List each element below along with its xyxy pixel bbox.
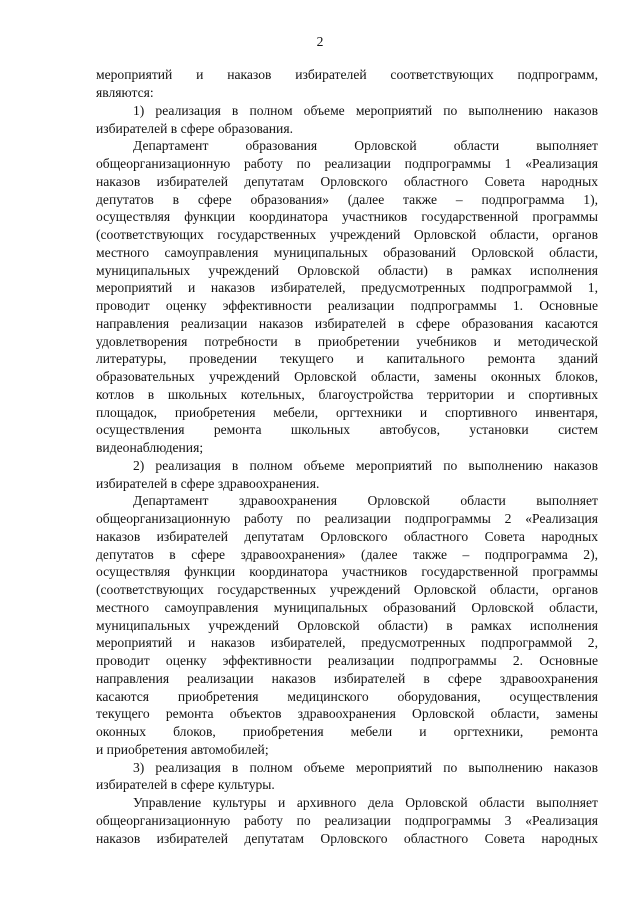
text-line: осуществляя функции координатора участников государственной программы bbox=[96, 564, 598, 579]
text-line: оконных блоков, приобретения мебели и оргтехники, ремонта bbox=[96, 724, 598, 739]
text-line: Департамент здравоохранения Орловской области выполняет bbox=[133, 493, 598, 508]
text-line: площадок, приобретения мебели, оргтехники и спортивного инвентаря, bbox=[96, 405, 598, 420]
text-line: удовлетворения потребности в приобретении учебников и методической bbox=[96, 334, 598, 349]
text-line: 2) реализация в полном объеме мероприятий по выполнению наказов bbox=[133, 458, 598, 473]
text-line: общеорганизационную работу по реализации подпрограммы 2 «Реализация bbox=[96, 511, 598, 526]
text-line: местного самоуправления муниципальных образований Орловской области, bbox=[96, 600, 598, 615]
text-line: осуществляя функции координатора участников государственной программы bbox=[96, 209, 598, 224]
text-line: муниципальных учреждений Орловской области) в рамках исполнения bbox=[96, 263, 598, 278]
text-line: котлов в школьных котельных, благоустройства территории и спортивных bbox=[96, 387, 598, 402]
text-line: видеонаблюдения; bbox=[96, 440, 204, 455]
text-line: депутатов в сфере здравоохранения» (далее также – подпрограмма 2), bbox=[96, 547, 598, 562]
text-line: Департамент образования Орловской области выполняет bbox=[133, 138, 598, 153]
text-line: 3) реализация в полном объеме мероприятий по выполнению наказов bbox=[133, 760, 598, 775]
text-line: наказов избирателей депутатам Орловского областного Совета народных bbox=[96, 831, 598, 846]
text-line: местного самоуправления муниципальных образований Орловской области, bbox=[96, 245, 598, 260]
text-line: избирателей в сфере образования. bbox=[96, 121, 293, 136]
text-line: осуществления ремонта школьных автобусов, установки систем bbox=[96, 422, 598, 437]
text-line: (соответствующих государственных учреждений Орловской области, органов bbox=[96, 582, 598, 597]
text-line: проводит оценку эффективности реализации подпрограммы 2. Основные bbox=[96, 653, 598, 668]
text-line: касаются приобретения медицинского оборудования, осуществления bbox=[96, 689, 598, 704]
text-line: общеорганизационную работу по реализации подпрограммы 3 «Реализация bbox=[96, 813, 598, 828]
text-line: направления реализации наказов избирателей в сфере образования касаются bbox=[96, 316, 598, 331]
text-line: общеорганизационную работу по реализации подпрограммы 1 «Реализация bbox=[96, 156, 598, 171]
text-line: текущего ремонта объектов здравоохранения Орловской области, замены bbox=[96, 706, 598, 721]
text-line: образовательных учреждений Орловской области, замены оконных блоков, bbox=[96, 369, 598, 384]
text-line: наказов избирателей депутатам Орловского областного Совета народных bbox=[96, 174, 598, 189]
text-line: являются: bbox=[96, 85, 154, 100]
text-line: и приобретения автомобилей; bbox=[96, 742, 269, 757]
page-number: 2 bbox=[316, 34, 324, 49]
text-line: мероприятий и наказов избирателей, предусмотренных подпрограммой 2, bbox=[96, 635, 598, 650]
text-line: направления реализации наказов избирателей в сфере здравоохранения bbox=[96, 671, 598, 686]
text-line: 1) реализация в полном объеме мероприятий по выполнению наказов bbox=[133, 103, 598, 118]
text-line: Управление культуры и архивного дела Орловской области выполняет bbox=[133, 795, 598, 810]
text-line: депутатов в сфере образования» (далее также – подпрограмма 1), bbox=[96, 192, 598, 207]
text-line: избирателей в сфере культуры. bbox=[96, 777, 275, 792]
text-line: муниципальных учреждений Орловской области) в рамках исполнения bbox=[96, 618, 598, 633]
text-line: мероприятий и наказов избирателей соответствующих подпрограмм, bbox=[96, 67, 598, 82]
text-line: мероприятий и наказов избирателей, предусмотренных подпрограммой 1, bbox=[96, 280, 598, 295]
text-line: избирателей в сфере здравоохранения. bbox=[96, 476, 320, 491]
text-line: проводит оценку эффективности реализации подпрограммы 1. Основные bbox=[96, 298, 598, 313]
text-line: наказов избирателей депутатам Орловского областного Совета народных bbox=[96, 529, 598, 544]
text-line: литературы, проведении текущего и капитального ремонта зданий bbox=[96, 351, 598, 366]
text-line: (соответствующих государственных учреждений Орловской области, органов bbox=[96, 227, 598, 242]
